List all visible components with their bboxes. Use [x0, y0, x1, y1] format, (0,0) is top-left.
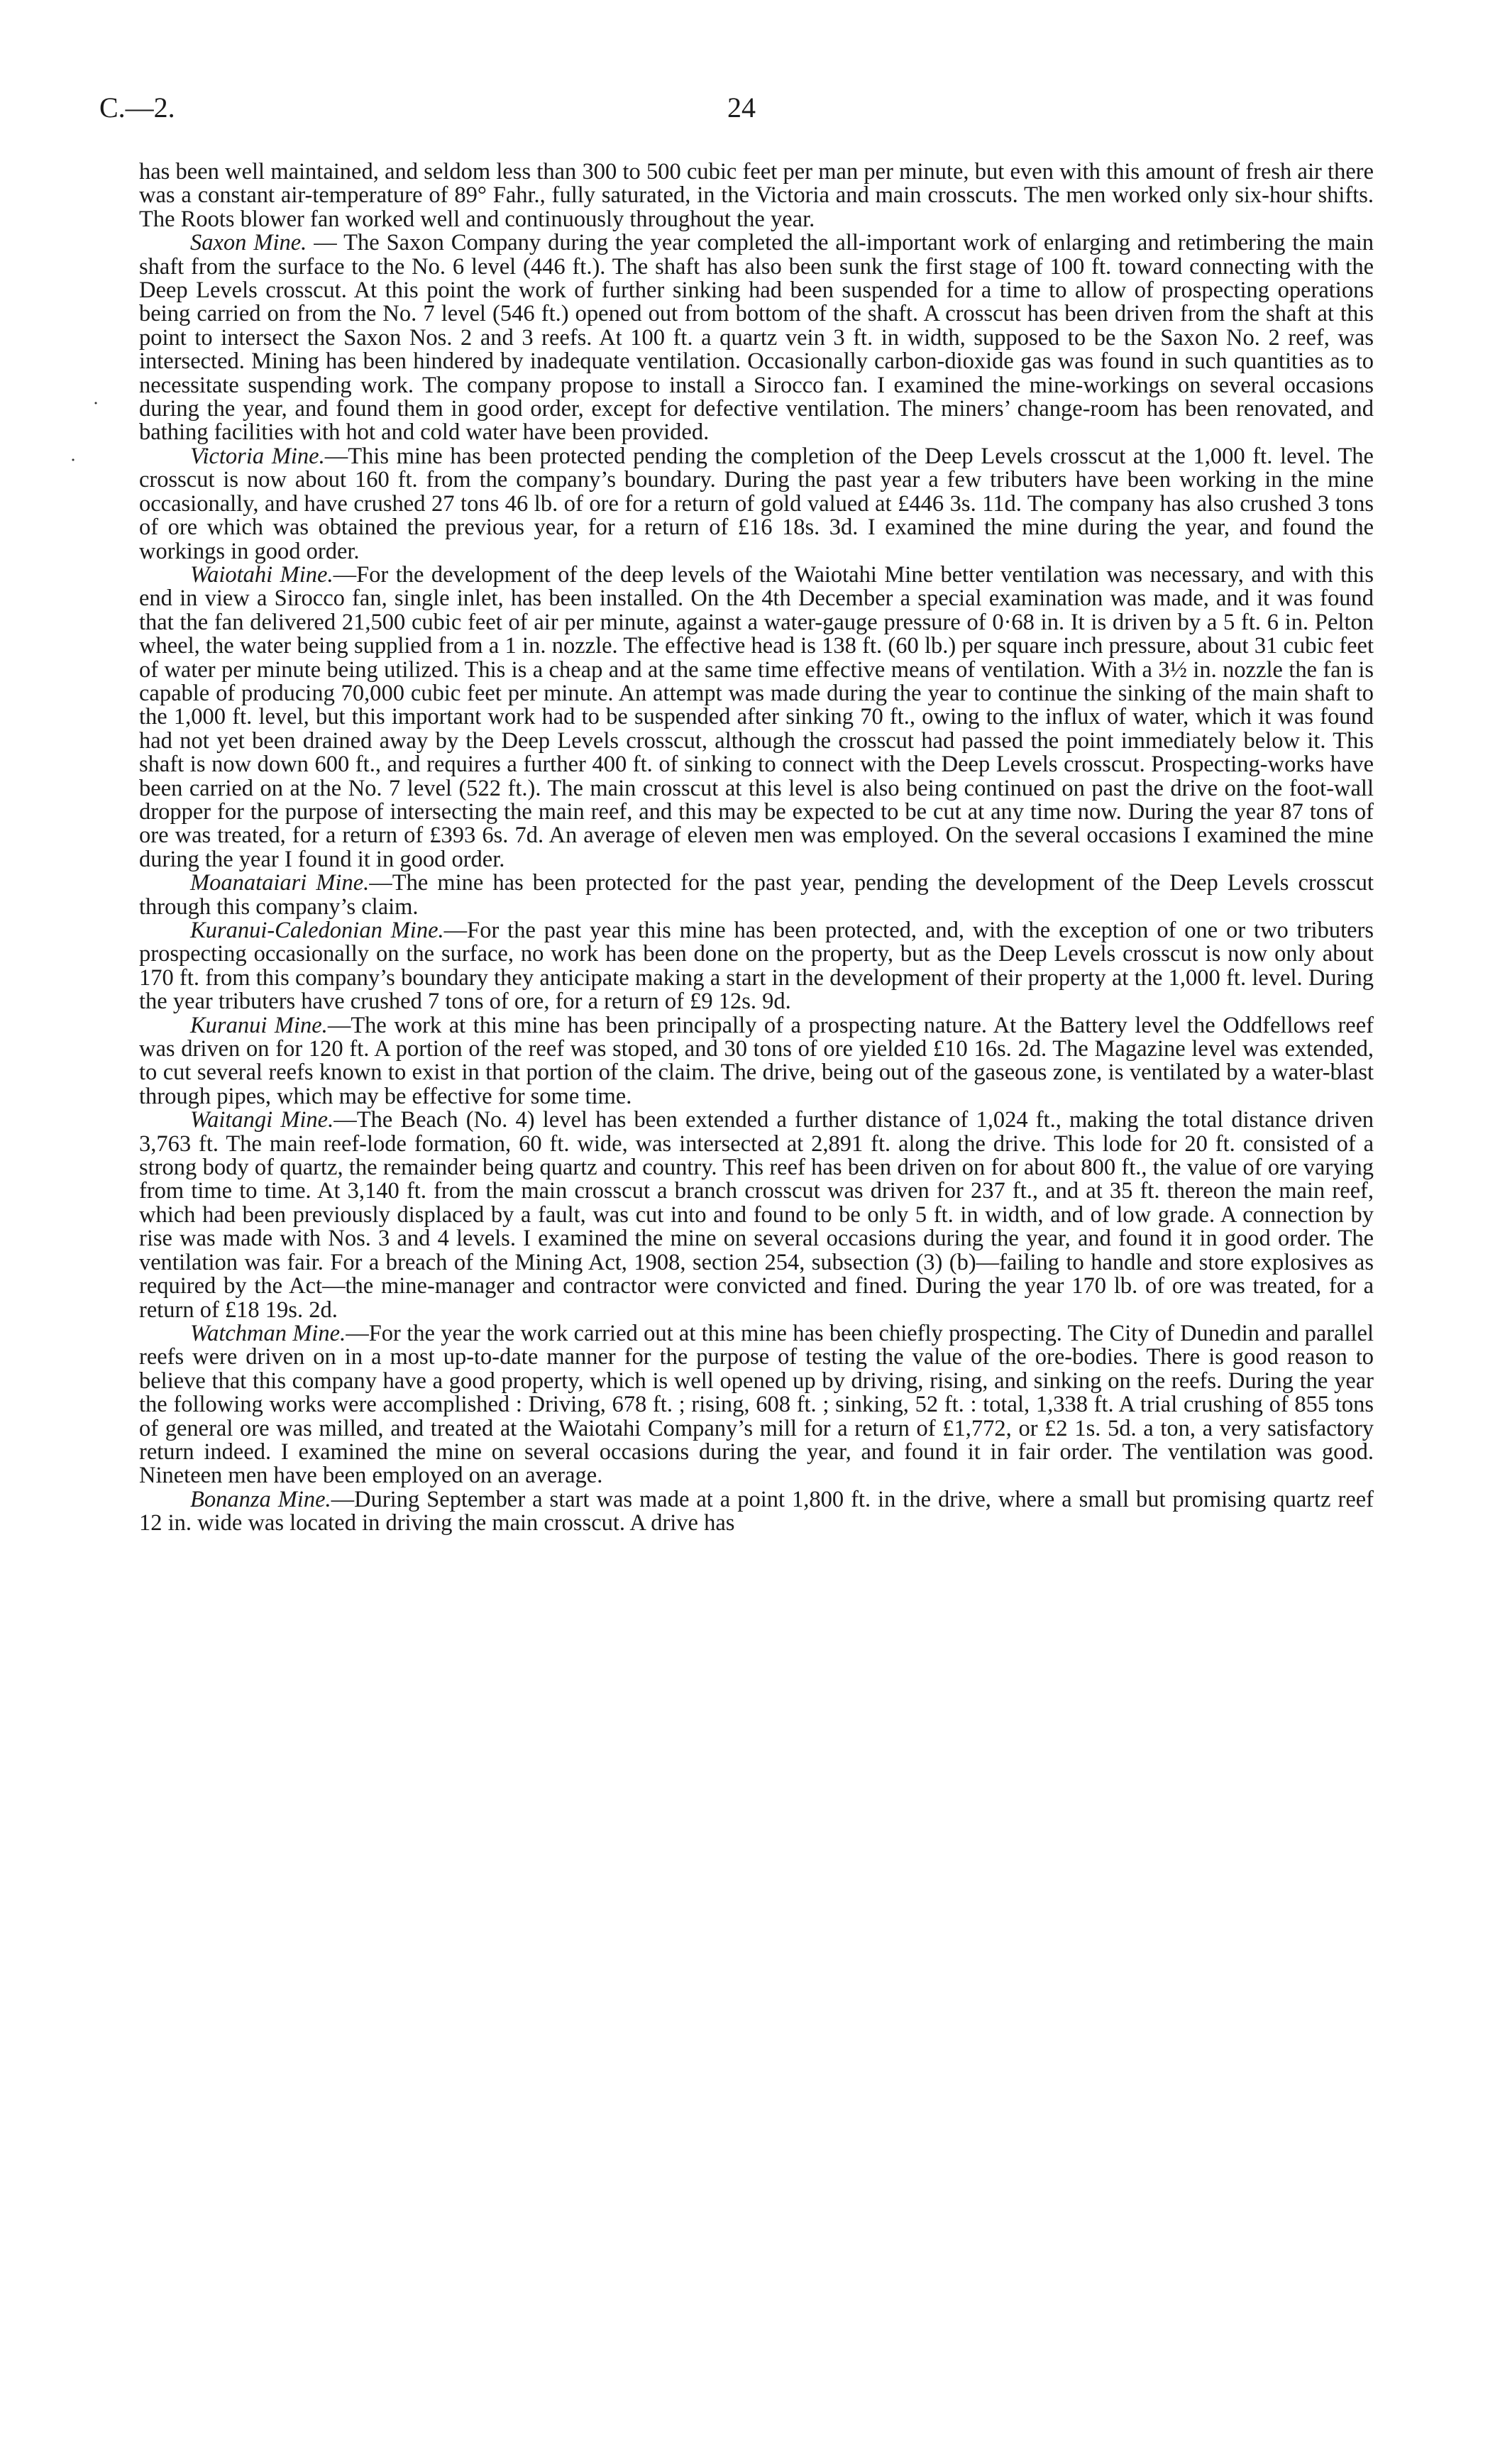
paragraph-text: —For the past year this mine has been protected, and, with the exception of one or two tributers prospecting occasionally on the surface, no work has been done on the property, but as the Deep Levels crosscut is now only about 170 ft. from this company’s boundary they anticipate making a start in the development of their property at the 1,000 ft. level. During the year tributers have crushed 7 tons of ore, for a return of £9 12s. 9d. [139, 918, 1374, 1015]
mine-heading: Watchman Mine. [190, 1320, 346, 1346]
paragraph-text: —The mine has been protected for the past year, pending the development of the Deep Levels crosscut through this company’s claim. [139, 870, 1374, 920]
paragraph [139, 919, 1374, 1014]
margin-mark: ˙ [70, 454, 77, 478]
page-number: 24 [727, 92, 756, 123]
paragraph-text: —The work at this mine has been principally of a prospecting nature. At the Battery level the Oddfellows reef was driven on for 120 ft. A portion of the reef was stoped, and 30 tons of ore yielded £10 16s. 2d. The Magazine level was extended, to cut several reefs known to exist in that portion of the claim. The drive, being out of the gaseous zone, is ventilated by a water-blast through pipes, which may be effective for some time. [139, 1012, 1374, 1109]
mine-heading: Kuranui Mine. [190, 1012, 328, 1038]
mine-heading: Saxon Mine. [190, 230, 307, 256]
body-text [139, 160, 1374, 1536]
mine-heading: Waiotahi Mine. [190, 561, 333, 588]
paragraph-text: —For the development of the deep levels of the Waiotahi Mine better ventilation was necessary, and with this end in view a Sirocco fan, single inlet, has been installed. On the 4th December a special examination was made, and it was found that the fan delivered 21,500 cubic feet of air per minute, against a water-gauge pressure of 0·68 in. It is driven by a 5 ft. 6 in. Pelton wheel, the water being supplied from a 1 in. nozzle. The effective head is 138 ft. (60 lb.) per square inch pressure, about 31 cubic feet of water per minute being utilized. This is a cheap and at the same time effective means of ventilation. With a 3½ in. nozzle the fan is capable of producing 70,000 cubic feet per minute. An attempt was made during the year to continue the sinking of the main shaft to the 1,000 ft. level, but this important work had to be suspended after sinking 70 ft., owing to the influx of water, which it was found had not yet been drained away by the Deep Levels crosscut, although the crosscut had passed the point immediately below it. This shaft is now down 600 ft., and requires a further 400 ft. of sinking to connect with the Deep Levels crosscut. Prospecting-works have been carried on at the No. 7 level (522 ft.). The main crosscut at this level is also being continued on past the drive on the foot-wall dropper for the purpose of intersecting the main reef, and this may be expected to be cut at any time now. During the year 87 tons of ore was treated, for a return of £393 6s. 7d. An average of eleven men was employed. On the several occasions I examined the mine during the year I found it in good order. [139, 561, 1374, 872]
paragraph [139, 1109, 1374, 1322]
paragraph [139, 1014, 1374, 1109]
paragraph-text: —The Beach (No. 4) level has been extended a further distance of 1,024 ft., making the total distance driven 3,763 ft. The main reef-lode formation, 60 ft. wide, was intersected at 2,891 ft. along the drive. This lode for 20 ft. consisted of a strong body of quartz, the remainder being quartz and country. This reef has been driven on for about 800 ft., the value of ore varying from time to time. At 3,140 ft. from the main crosscut a branch crosscut was driven for 237 ft., and at 35 ft. thereon the main reef, which had been previously displaced by a fault, was cut into and found to be only 5 ft. in width, and of low grade. A connection by rise was made with Nos. 3 and 4 levels. I examined the mine on several occasions during the year, and found it in good order. The ventilation was fair. For a breach of the Mining Act, 1908, section 254, subsection (3) (b)—failing to handle and store explosives as required by the Act—the mine-manager and contractor were convicted and fined. During the year 170 lb. of ore was treated, for a return of £18 19s. 2d. [139, 1107, 1374, 1323]
paragraph-text: —For the year the work carried out at this mine has been chiefly prospecting. The City of Dunedin and parallel reefs were driven on in a most up-to-date manner for the purpose of testing the value of the ore-bodies. There is good reason to believe that this company have a good property, which is well opened up by driving, rising, and sinking on the reefs. During the year the following works were accomplished : Driving, 678 ft. ; rising, 608 ft. ; sinking, 52 ft. : total, 1,338 ft. A trial crushing of 855 tons of general ore was milled, and treated at the Waiotahi Company’s mill for a return of £1,772, or £2 1s. 5d. a ton, a very satisfactory return indeed. I examined the mine on several occasions during the year, and found it in fair order. The ventilation was good. Nineteen men have been employed on an average. [139, 1320, 1374, 1489]
mine-heading: Moanataiari Mine. [190, 870, 370, 896]
paragraph [139, 871, 1374, 919]
mine-heading: Victoria Mine. [190, 443, 325, 469]
paragraph-text: —During September a start was made at a point 1,800 ft. in the drive, where a small but promising quartz reef 12 in. wide was located in driving the main crosscut. A drive has [139, 1486, 1374, 1536]
paragraph [139, 231, 1374, 445]
paragraph-text: — The Saxon Company during the year completed the all-important work of enlarging and retimbering the main shaft from the surface to the No. 6 level (446 ft.). The shaft has also been sunk the first stage of 100 ft. toward connecting with the Deep Levels crosscut. At this point the work of further sinking had been suspended for a time to allow of prospecting operations being carried on from the No. 7 level (546 ft.) opened out from bottom of the shaft. A crosscut has been driven from the shaft at this point to intersect the Saxon Nos. 2 and 3 reefs. At 100 ft. a quartz vein 3 ft. in width, supposed to be the Saxon No. 2 reef, was intersected. Mining has been hindered by inadequate ventilation. Occasionally carbon-dioxide gas was found in such quantities as to necessitate suspending work. The company propose to install a Sirocco fan. I examined the mine-workings on several occasions during the year, and found them in good order, except for defective ventilation. The miners’ change-room has been renovated, and bathing facilities with hot and cold water have been provided. [139, 230, 1374, 446]
paragraph [139, 445, 1374, 563]
mine-heading: Kuranui-Caledonian Mine. [190, 918, 444, 943]
paragraph-text: —This mine has been protected pending the completion of the Deep Levels crosscut at the 1,000 ft. level. The crosscut is now about 160 ft. from the company’s boundary. During the past year a few tributers have been working in the mine occasionally, and have crushed 27 tons 46 lb. of ore for a return of gold valued at £446 3s. 11d. The company has also crushed 3 tons of ore which was obtained the previous year, for a return of £16 18s. 3d. I examined the mine during the year, and found the workings in good order. [139, 443, 1374, 564]
paragraph [139, 160, 1374, 231]
paragraph [139, 1488, 1374, 1536]
paragraph [139, 1322, 1374, 1488]
paragraph [139, 563, 1374, 871]
page-header [99, 91, 1384, 133]
margin-mark: ˙ [92, 397, 99, 421]
report-code: C.—2. [99, 92, 175, 123]
mine-heading: Bonanza Mine. [190, 1486, 331, 1512]
mine-heading: Waitangi Mine. [190, 1107, 334, 1133]
paragraph-text: has been well maintained, and seldom less than 300 to 500 cubic feet per man per minute, but even with this amount of fresh air there was a constant air-temperature of 89° Fahr., fully saturated, in the Victoria and main crosscuts. The men worked only six-hour shifts. The Roots blower fan worked well and continuously throughout the year. [139, 159, 1374, 232]
